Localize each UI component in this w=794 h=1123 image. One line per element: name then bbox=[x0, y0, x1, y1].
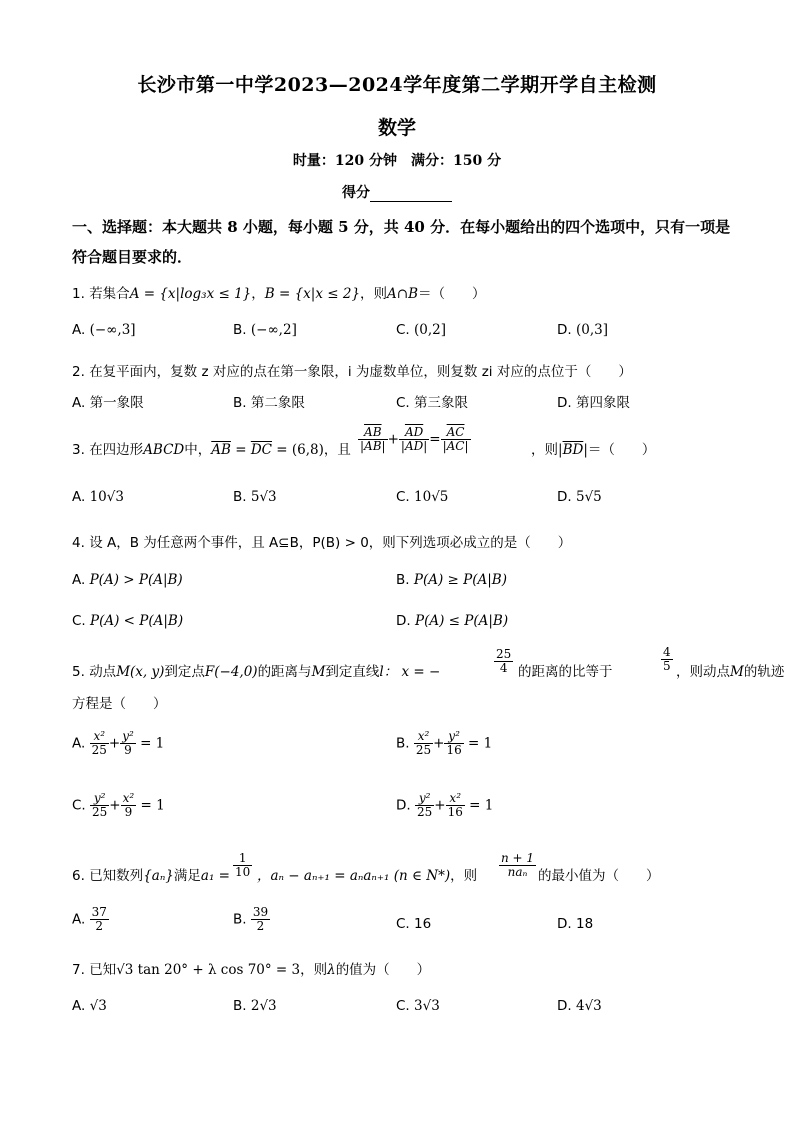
option-label: D. bbox=[396, 797, 411, 814]
q-number: 2. bbox=[72, 364, 85, 380]
vector-dc: $\overline{DC}$ bbox=[250, 442, 272, 458]
option-d: D. $\frac{\text{y²}}{25}$ + $\frac{\text{x²}}{16}$ = 1 bbox=[396, 791, 494, 820]
time-score-info: 时量：120 分钟 满分：150 分 bbox=[292, 153, 502, 169]
q-text: 中， bbox=[184, 442, 212, 458]
question-7 bbox=[72, 958, 430, 978]
subject-title: 数学 bbox=[377, 117, 416, 139]
option-value: P(A) ≥ P(A|B) bbox=[413, 572, 507, 588]
option-d: D. 第四象限 bbox=[557, 395, 630, 411]
option-c: C. 第三象限 bbox=[396, 395, 469, 411]
q-number: 7. bbox=[72, 962, 85, 978]
point-m-ref: M bbox=[311, 664, 326, 680]
option-value: 10√5 bbox=[414, 489, 449, 505]
option-value: 10√3 bbox=[89, 489, 124, 505]
section-heading: 一、选择题：本大题共 8 小题，每小题 5 分，共 40 分．在每小题给出的四个选项中，只有一项是符合题目要求的． bbox=[72, 218, 731, 266]
option-a: A. 第一象限 bbox=[72, 395, 144, 411]
score-line bbox=[0, 182, 794, 202]
q-text: 的距离与 bbox=[257, 664, 312, 680]
option-c bbox=[396, 322, 446, 338]
q-text: = (6,8)，且 bbox=[276, 442, 351, 458]
intersection-expr: A∩B bbox=[387, 286, 419, 302]
option-label: B. bbox=[233, 998, 247, 1014]
trig-expression: √3 tan 20° + λ cos 70° = 3 bbox=[116, 962, 301, 978]
option-value: 5√3 bbox=[250, 489, 277, 505]
point-f: F(−4,0) bbox=[204, 664, 258, 680]
unit-vector-sum: $\frac{\overline{AB}}{|AB|}$ + $\frac{\overline{AD}}{|AD|}$ = $\frac{\overline{AC}}{|AC|}$ bbox=[360, 425, 469, 454]
bd-magnitude: $|\overline{BD}|$ bbox=[558, 442, 588, 458]
q-text: 在复平面内，复数 z 对应的点在第一象限，i 为虚数单位，则复数 zi 对应的点位于（ ） bbox=[89, 364, 632, 380]
q-text: ，则动点 bbox=[676, 664, 730, 680]
option-label: D. bbox=[557, 998, 572, 1014]
fraction-1-10: $\frac{1}{10}$ bbox=[235, 851, 251, 880]
question-2 bbox=[72, 360, 632, 380]
option-label: A. bbox=[72, 489, 86, 505]
numerator: 4 bbox=[663, 645, 671, 659]
option-label: C. bbox=[396, 998, 410, 1014]
option-label: B. bbox=[233, 911, 247, 928]
option-b: B. 第二象限 bbox=[233, 395, 305, 411]
set-b: B = {x|x ≤ 2} bbox=[264, 286, 361, 302]
exam-page: 长沙市第一中学2023—2024学年度第二学期开学自主检测 数学 时量：120 分钟 满分：150 分 得分 一、选择题：本大题共 8 小题，每小题 5 分，共 40 分．在每小题给出的四个选项中，只有一项是符合题目要求的． 1. 若集合A = {x|log₃x ≤ 1}，B = {x|x ≤ 2}，则A∩B＝（ ） A. (−∞,3] B. (−∞,2] C. (0,2] D. (0,3] 2. 在复平面内，复数 z 对应的点在第一象限，i 为虚数单位，则复数 zi 对应的点位于（ ） A. 第一象限 B. 第二象限 C. 第三象限 D. 第四象限 3. 在四边形ABCD中，$\overline{AB} = \overline{DC} = (6,8)$，且 $\frac{\overline{AB}}{|AB|}$ + $\frac{\overline{AD}}{|AD|}$ = $\frac{\overline{AC}}{|AC|}$ ，则$|\overline{BD}|=$（ ） A. 10√3 B. 5√3 C. 10√5 D. 5√5 4. 设 A，B 为任意两个事件，且 A⊆B，P(B) > 0，则下列选项必成立的是（ ） A. P(A) > P(A|B) B. P(A) ≥ P(A|B) C. P(A) < P(A|B) D. P(A) ≤ P(A|B) 5. 动点M(x, y)到定点F(−4,0)的距离与M到定直线l： x = − $\frac{25}{4}$ 的距离的比等于 $\frac{4}{5}$ ，则动点M的轨迹 方程是（ ） A. $\frac{\text{x²}}{25}$ + $\frac{\text{y²}}{9}$ = 1 B. $\frac{\text{x²}}{25}$ + $\frac{\text{y²}}{16}$ = 1 C. $\frac{\text{y²}}{25}$ + $\frac{\text{x²}}{9}$ = 1 D. $\frac{\text{y²}}{25}$ + $\frac{\text{x²}}{16}$ = 1 6. 已知数列{aₙ}满足a₁ = $\frac{1}{10}$ ，aₙ − aₙ₊₁ = aₙaₙ₊₁ (n ∈ N*)，则 n + 1 naₙ 的最小值为（ ） A. $\frac{37}{2}$ B. $\frac{39}{2}$ C. 16 D. 18 7. 已知√3 tan 20° + λ cos 70° = 3，则λ的值为（ ） A. √3 B. 2√3 C. 3√3 D. 4√3 bbox=[0, 0, 794, 1123]
fraction-25-4 bbox=[494, 648, 513, 675]
option-c: C. $\frac{\text{y²}}{25}$ + $\frac{\text{x²}}{9}$ = 1 bbox=[72, 791, 165, 820]
option-label: D. bbox=[557, 322, 572, 338]
q-text: ， bbox=[251, 286, 265, 302]
q-text: ，则 bbox=[300, 962, 328, 978]
option-a: A. $\frac{37}{2}$ bbox=[72, 905, 107, 934]
q-number: 1. bbox=[72, 286, 85, 302]
option-label: D. bbox=[396, 613, 411, 629]
option-d bbox=[396, 613, 508, 629]
option-a: A. $\frac{\text{x²}}{25}$ + $\frac{\text{y²}}{9}$ = 1 bbox=[72, 729, 165, 758]
fraction-n1-nan: n + 1 naₙ bbox=[501, 851, 535, 880]
option-label: A. bbox=[72, 735, 86, 752]
option-label: B. bbox=[233, 489, 247, 505]
option-label: B. bbox=[396, 572, 410, 588]
option-value: √3 bbox=[89, 998, 107, 1014]
option-d bbox=[557, 998, 602, 1014]
option-b: B. $\frac{39}{2}$ bbox=[233, 905, 269, 934]
option-value: P(A) < P(A|B) bbox=[90, 613, 184, 629]
option-b bbox=[396, 572, 507, 588]
a1-label: a₁ = bbox=[200, 868, 230, 884]
option-value: P(A) ≤ P(A|B) bbox=[414, 613, 509, 629]
question-5-cont: 方程是（ ） bbox=[72, 696, 167, 712]
option-label: B. bbox=[396, 735, 410, 752]
set-a: A = {x|log₃x ≤ 1} bbox=[129, 286, 252, 302]
q-text: ，则 bbox=[450, 868, 478, 884]
line-equation: x = − bbox=[401, 664, 441, 680]
option-value: 2√3 bbox=[250, 998, 277, 1014]
q-text: 设 A，B 为任意两个事件，且 A⊆B，P(B) > 0，则下列选项必成立的是（ ） bbox=[89, 535, 572, 551]
option-b bbox=[233, 998, 277, 1014]
q-text: 已知 bbox=[89, 962, 117, 978]
point-m: M(x, y) bbox=[116, 664, 165, 680]
quad-name: ABCD bbox=[143, 442, 185, 458]
option-value: (−∞,2] bbox=[250, 322, 297, 338]
option-value: 3√3 bbox=[414, 998, 440, 1014]
lambda: λ bbox=[327, 962, 336, 978]
denominator: 4 bbox=[499, 661, 508, 676]
q-text: 的距离的比等于 bbox=[518, 664, 613, 680]
option-d: D. 18 bbox=[557, 916, 594, 932]
question-1 bbox=[72, 282, 486, 302]
option-b bbox=[233, 322, 297, 338]
option-a bbox=[72, 489, 124, 505]
q-text: 若集合 bbox=[89, 286, 130, 302]
line-l: l： bbox=[379, 664, 398, 680]
sequence: {aₙ} bbox=[143, 868, 174, 884]
q-text: 在四边形 bbox=[89, 442, 144, 458]
q-number: 3. bbox=[72, 442, 85, 458]
q-number: 4. bbox=[72, 535, 85, 551]
option-value: (0,3] bbox=[575, 322, 608, 338]
vector-ab: $\overline{AB}$ bbox=[211, 442, 231, 458]
q-text: 满足 bbox=[173, 868, 201, 884]
option-label: D. bbox=[557, 489, 572, 505]
option-b: B. $\frac{\text{x²}}{25}$ + $\frac{\text{y²}}{16}$ = 1 bbox=[396, 729, 493, 758]
option-label: A. bbox=[72, 911, 86, 928]
option-label: A. bbox=[72, 998, 86, 1014]
q-number: 6. bbox=[72, 868, 85, 884]
option-value: (0,2] bbox=[414, 322, 447, 338]
q-text: 到定点 bbox=[164, 664, 205, 680]
q-text: 已知数列 bbox=[89, 868, 144, 884]
fraction-4-5 bbox=[661, 646, 673, 673]
option-label: B. bbox=[233, 322, 247, 338]
score-blank bbox=[370, 187, 452, 202]
option-value: 4√3 bbox=[575, 998, 602, 1014]
q-text: ＝（ ） bbox=[587, 442, 656, 458]
option-label: C. bbox=[72, 797, 86, 814]
option-a bbox=[72, 998, 107, 1014]
option-a bbox=[72, 322, 136, 338]
option-value: 5√5 bbox=[575, 489, 602, 505]
option-label: A. bbox=[72, 322, 86, 338]
q-text: ＝（ ） bbox=[418, 286, 486, 302]
q-text: 到定直线 bbox=[325, 664, 380, 680]
score-label: 得分 bbox=[342, 185, 370, 201]
q-text: ，则 bbox=[531, 442, 558, 458]
numerator: 25 bbox=[496, 647, 512, 661]
option-d bbox=[557, 489, 602, 505]
option-c bbox=[396, 998, 440, 1014]
exam-title: 长沙市第一中学2023—2024学年度第二学期开学自主检测 bbox=[137, 74, 657, 96]
option-label: C. bbox=[72, 613, 86, 629]
q-number: 5. bbox=[72, 664, 85, 680]
option-b bbox=[233, 489, 277, 505]
option-c bbox=[396, 489, 448, 505]
question-4 bbox=[72, 531, 571, 551]
option-label: C. bbox=[396, 322, 410, 338]
option-c: C. 16 bbox=[396, 916, 432, 932]
q-text: 的最小值为（ ） bbox=[538, 868, 660, 884]
option-label: A. bbox=[72, 572, 86, 588]
point-m-ref: M bbox=[730, 664, 744, 680]
option-d bbox=[557, 322, 608, 338]
option-value: P(A) > P(A|B) bbox=[89, 572, 183, 588]
option-value: (−∞,3] bbox=[89, 322, 136, 338]
option-label: C. bbox=[396, 489, 410, 505]
option-c bbox=[72, 613, 183, 629]
recurrence: ，aₙ − aₙ₊₁ = aₙaₙ₊₁ (n ∈ N*) bbox=[257, 868, 451, 884]
q-text: 的值为（ ） bbox=[335, 962, 431, 978]
q-text: 动点 bbox=[89, 664, 117, 680]
denominator: 5 bbox=[663, 659, 671, 674]
q-text: ，则 bbox=[360, 286, 388, 302]
q-text: 的轨迹 bbox=[743, 664, 785, 680]
option-a bbox=[72, 572, 183, 588]
